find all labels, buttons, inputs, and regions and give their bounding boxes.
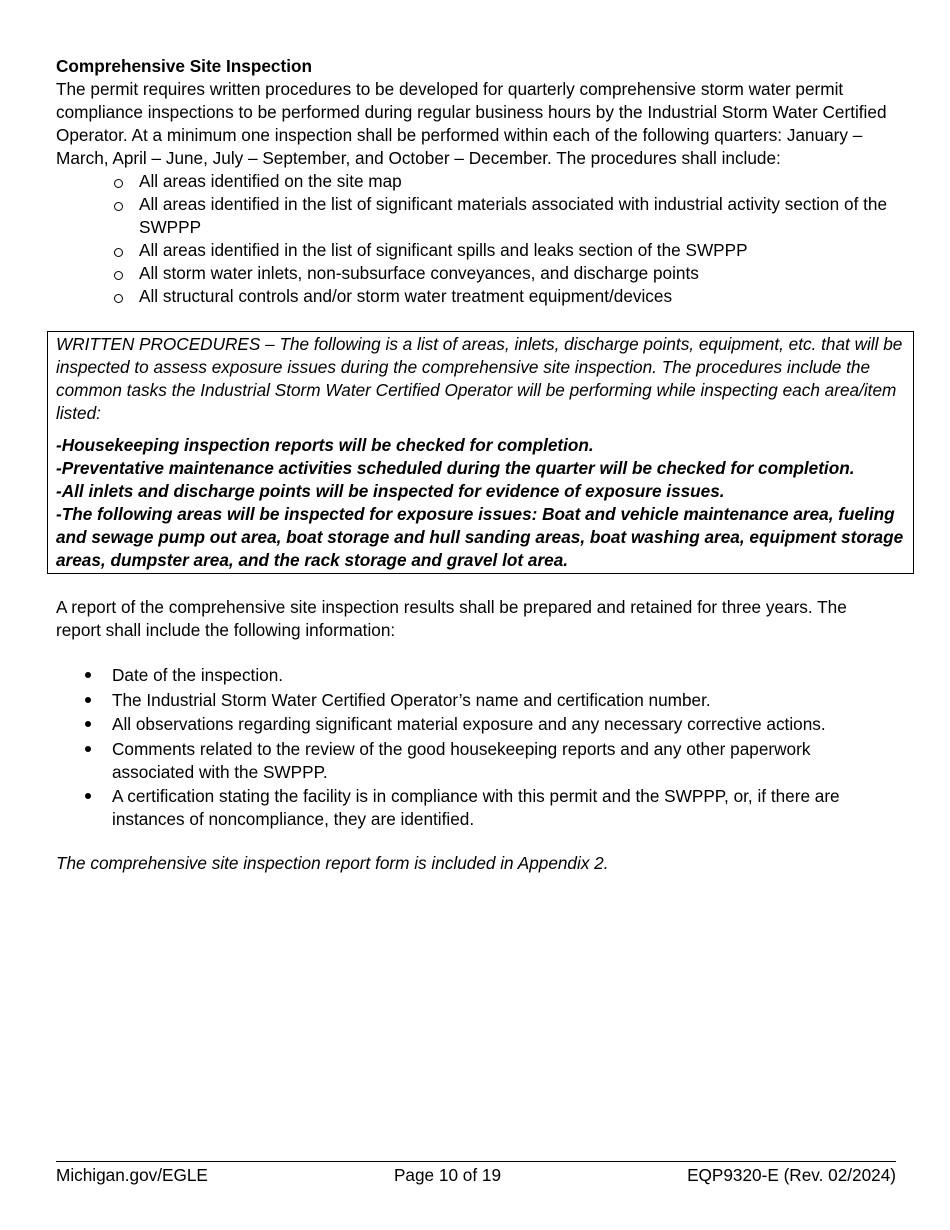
task-line: -The following areas will be inspected for exposure issues: Boat and vehicle maintenance area, fueling and sewage pump out area, boat storage and hull sanding areas, boat washing area, equipment storage areas, dumpster area, and the rack storage and gravel lot area. [56,504,904,570]
written-procedures-box [47,331,914,574]
report-intro: A report of the comprehensive site inspection results shall be prepared and retained for three years. The report shall include the following information: [56,597,847,640]
footer-website: Michigan.gov/EGLE [56,1165,208,1185]
written-procedures-intro: WRITTEN PROCEDURES – The following is a list of areas, inlets, discharge points, equipment, etc. that will be inspected to assess exposure issues during the comprehensive site inspection. The procedures include the common tasks the Industrial Storm Water Certified Operator will be performing while inspecting each area/item listed: [56,334,903,423]
page-content [56,55,904,875]
procedure-list [56,170,896,308]
report-item: All observations regarding significant material exposure and any necessary corrective actions. [112,713,896,736]
task-line: -All inlets and discharge points will be inspected for evidence of exposure issues. [56,481,725,501]
task-line: -Preventative maintenance activities scheduled during the quarter will be checked for completion. [56,458,855,478]
procedure-item: All areas identified in the list of significant materials associated with industrial activity section of the SWPPP [139,193,896,239]
footer-form-id: EQP9320-E (Rev. 02/2024) [687,1165,896,1185]
report-item: Date of the inspection. [112,664,896,687]
procedure-item: All storm water inlets, non-subsurface conveyances, and discharge points [139,262,896,285]
procedure-item: All areas identified in the list of significant spills and leaks section of the SWPPP [139,239,896,262]
report-item: A certification stating the facility is in compliance with this permit and the SWPPP, or, if there are instances of noncompliance, they are identified. [112,785,896,831]
written-procedures-tasks [56,434,905,572]
section-heading: Comprehensive Site Inspection [56,56,312,76]
procedure-item: All structural controls and/or storm water treatment equipment/devices [139,285,896,308]
task-line: -Housekeeping inspection reports will be checked for completion. [56,435,594,455]
report-item: The Industrial Storm Water Certified Operator’s name and certification number. [112,689,896,712]
procedure-item: All areas identified on the site map [139,170,896,193]
section-intro: The permit requires written procedures to be developed for quarterly comprehensive storm water permit compliance inspections to be performed during regular business hours by the Industrial Storm Water Certified Operator. At a minimum one inspection shall be performed within each of the following quarters: January – March, April – June, July – September, and October – December. The procedures shall include: [56,79,887,168]
footer-page-number: Page 10 of 19 [393,1165,502,1185]
report-info-list [56,664,896,831]
report-item: Comments related to the review of the good housekeeping reports and any other paperwork associated with the SWPPP. [112,738,896,784]
appendix-note: The comprehensive site inspection report form is included in Appendix 2. [56,853,609,873]
page-footer [56,1161,896,1186]
